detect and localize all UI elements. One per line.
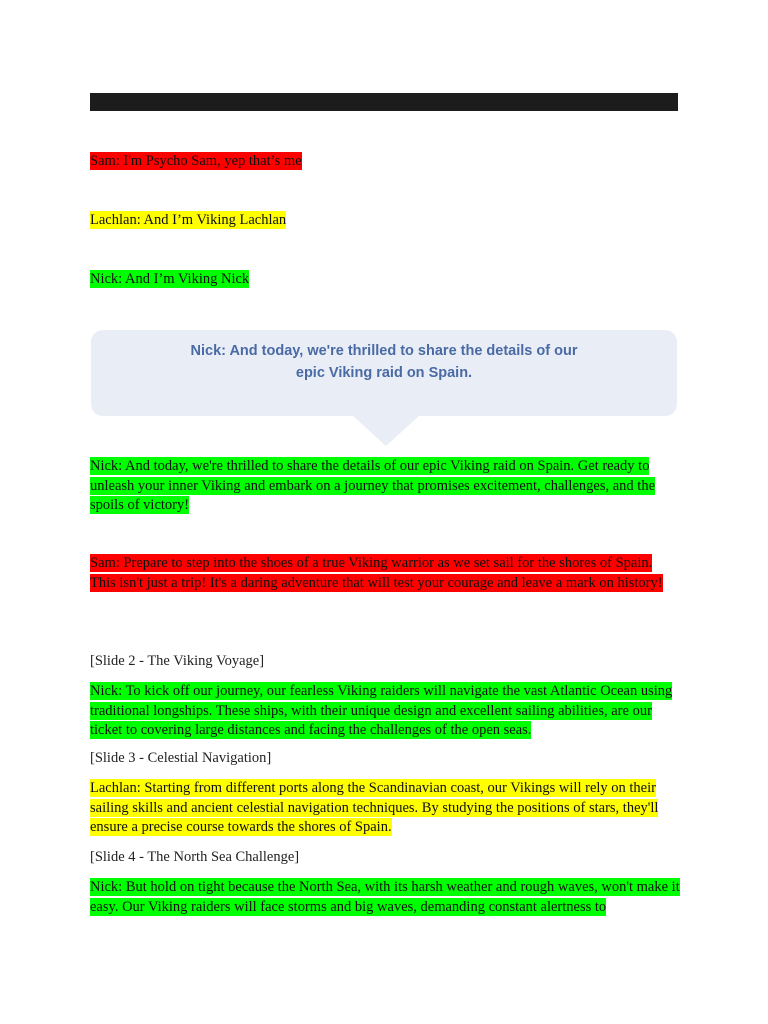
header-bar [90, 93, 678, 111]
slide2-heading: [Slide 2 - The Viking Voyage] [90, 653, 265, 669]
nick-northsea-paragraph [90, 878, 680, 917]
intro-nick-text: Nick: And I’m Viking Nick [90, 271, 250, 287]
sam-prepare-text: Sam: Prepare to step into the shoes of a true Viking warrior as we set sail for the shores of Spain. This isn't just a trip! It's a daring adventure that will test your courage and leave a mark on history! [90, 555, 663, 591]
speech-callout-text [91, 340, 677, 384]
nick-today-paragraph [90, 457, 680, 516]
intro-lachlan-line [90, 211, 680, 231]
slide3-heading: [Slide 3 - Celestial Navigation] [90, 750, 272, 766]
lachlan-ports-paragraph [90, 779, 680, 838]
intro-sam-text: Sam: I'm Psycho Sam, yep that’s me [90, 153, 302, 169]
sam-prepare-paragraph [90, 554, 680, 593]
speech-callout-tail [352, 415, 420, 446]
lachlan-ports-text: Lachlan: Starting from different ports along the Scandinavian coast, our Vikings will rely on their sailing skills and ancient celestial navigation techniques. By studying the positions of stars, they'll ensure a precise course towards the shores of Spain. [90, 780, 659, 835]
intro-sam-line [90, 152, 680, 172]
intro-lachlan-text: Lachlan: And I’m Viking Lachlan [90, 212, 287, 228]
nick-kickoff-text: Nick: To kick off our journey, our fearless Viking raiders will navigate the vast Atlantic Ocean using traditional longships. These ships, with their unique design and excellent sailing abilities, are our ticket to covering large distances and facing the challenges of the open seas. [90, 683, 673, 738]
callout-line-1: Nick: And today, we're thrilled to share the details of our [190, 343, 578, 359]
slide4-heading: [Slide 4 - The North Sea Challenge] [90, 849, 300, 865]
nick-northsea-text: Nick: But hold on tight because the North Sea, with its harsh weather and rough waves, won't make it easy. Our Viking raiders will face storms and big waves, demanding constant alertness to [90, 879, 680, 915]
nick-kickoff-paragraph [90, 682, 680, 741]
callout-line-2: epic Viking raid on Spain. [295, 365, 473, 381]
nick-today-text: Nick: And today, we're thrilled to share the details of our epic Viking raid on Spain. Get ready to unleash your inner Viking and embark on a journey that promises excitement, challenges, and the spoils of victory! [90, 458, 656, 513]
intro-nick-line [90, 270, 680, 290]
